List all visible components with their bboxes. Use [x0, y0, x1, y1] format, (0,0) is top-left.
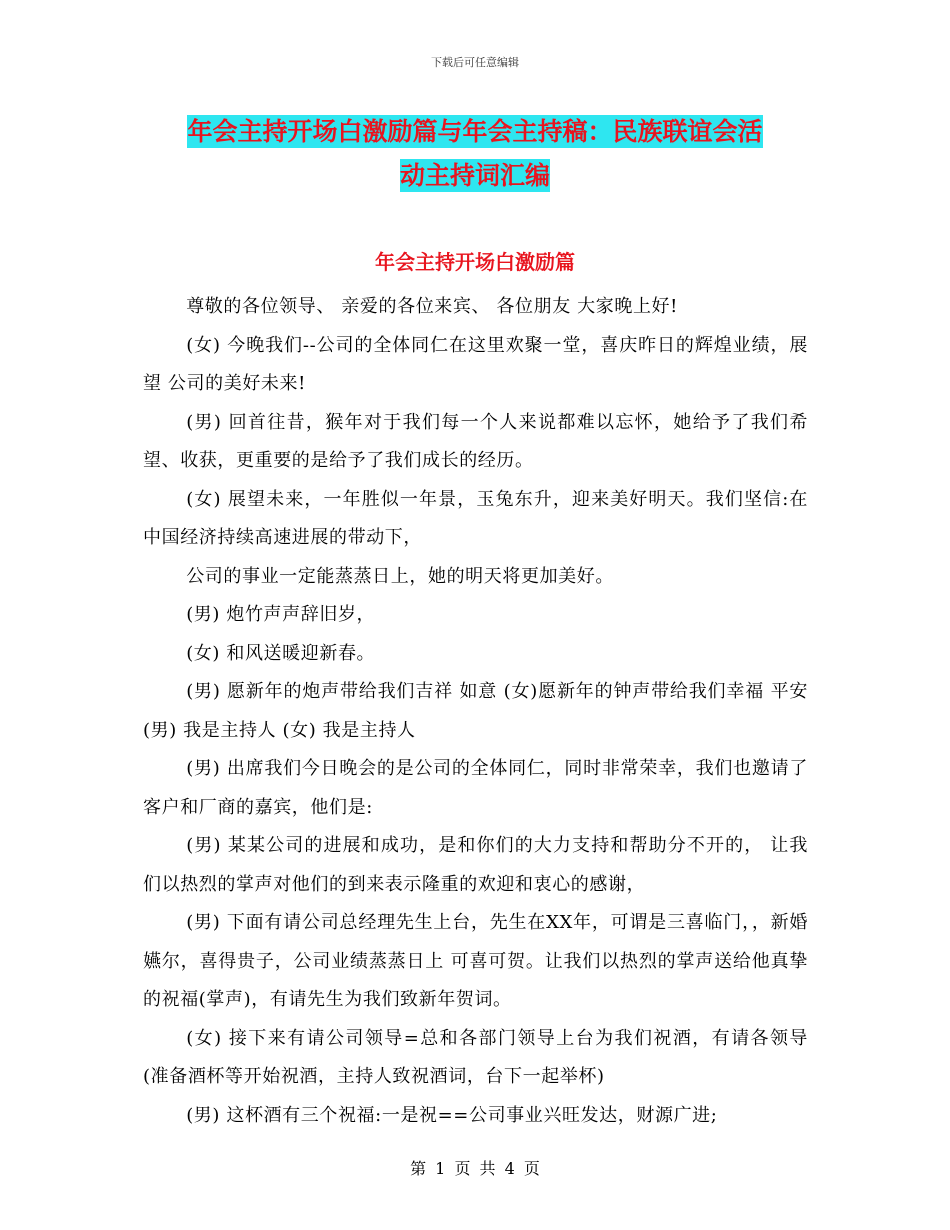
paragraph: (男) 回首往昔，猴年对于我们每一个人来说都难以忘怀，她给予了我们希望、收获，更重要的是给予了我们成长的经历。 [143, 411, 808, 471]
paragraph: (女) 和风送暖迎新春。 [186, 642, 376, 664]
paragraph: (女) 接下来有请公司领导=总和各部门领导上台为我们祝酒，有请各领导 (准备酒杯等开始祝酒，主持人致祝酒词，台下一起举杯) [143, 1027, 808, 1087]
page-number-footer: 第 1 页 共 4 页 [410, 1159, 540, 1178]
paragraph: (男) 愿新年的炮声带给我们吉祥 如意 (女)愿新年的钟声带给我们幸福 平安 (男) 我是主持人 (女) 我是主持人 [143, 681, 808, 741]
paragraph: (男) 这杯酒有三个祝福:一是祝==公司事业兴旺发达，财源广进; [186, 1104, 718, 1126]
paragraph: (男) 炮竹声声辞旧岁， [186, 604, 376, 625]
paragraph: (男) 下面有请公司总经理先生上台，先生在XX年，可谓是三喜临门，，新婚嬿尔，喜得贵子，公司业绩蒸蒸日上 可喜可贺。让我们以热烈的掌声送给他真挚的祝福(掌声)，有请先生为我们致新年贺词。 [143, 912, 808, 1010]
section-title: 年会主持开场白激励篇 [375, 250, 575, 274]
paragraph: (女) 展望未来，一年胜似一年景，玉兔东升，迎来美好明天。我们坚信:在中国经济持续高速进展的带动下， [143, 488, 808, 548]
paragraph: (男) 出席我们今日晚会的是公司的全体同仁，同时非常荣幸，我们也邀请了客户和厂商的嘉宾，他们是: [143, 758, 808, 818]
paragraph: 公司的事业一定能蒸蒸日上，她的明天将更加美好。 [186, 565, 614, 587]
document-title-line-1: 年会主持开场白激励篇与年会主持稿：民族联谊会活 [187, 117, 763, 146]
paragraph: (女) 今晚我们--公司的全体同仁在这里欢聚一堂，喜庆昨日的辉煌业绩，展望 公司的美好未来! [143, 334, 808, 394]
paragraph: 尊敬的各位领导、 亲爱的各位来宾、 各位朋友 大家晚上好! [186, 296, 678, 317]
body-text [143, 288, 808, 1135]
paragraph: (男) 某某公司的进展和成功，是和你们的大力支持和帮助分不开的， 让我们以热烈的掌声对他们的到来表示隆重的欢迎和衷心的感谢， [143, 835, 808, 895]
header-note: 下载后可任意编辑 [431, 56, 519, 69]
document-title-line-2: 动主持词汇编 [399, 161, 550, 190]
document-title [140, 110, 810, 198]
